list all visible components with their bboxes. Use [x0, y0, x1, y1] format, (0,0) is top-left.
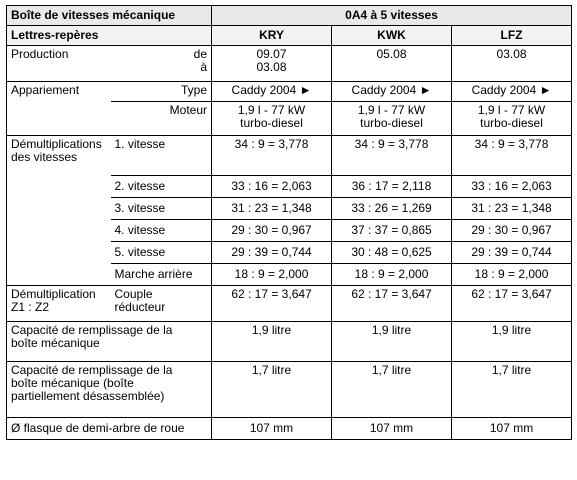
ratio-2-lfz: 33 : 16 = 2,063 — [452, 176, 572, 198]
final-drive-sub-line1: Couple — [114, 287, 153, 301]
production-kwk-from: 05.08 — [376, 47, 407, 61]
engine-kry-line2: turbo-diesel — [240, 116, 303, 130]
ratios-label-line1: Démultiplications — [11, 137, 102, 151]
engine-lfz-line1: 1,9 l - 77 kW — [477, 103, 546, 117]
header-row — [7, 6, 572, 26]
type-kwk: Caddy 2004 ► — [332, 82, 452, 102]
codes-label: Lettres-repères — [7, 26, 212, 46]
final-drive-kry: 62 : 17 = 3,647 — [212, 286, 332, 322]
final-drive-row — [7, 286, 572, 322]
fill-capacity-partial-label-line3: partiellement désassemblée) — [11, 389, 165, 403]
ratios-label-line2: des vitesses — [11, 150, 78, 164]
fill-capacity-label-line1: Capacité de remplissage de la — [11, 323, 173, 337]
gear-name-3: 3. vitesse — [111, 198, 212, 220]
production-range-labels — [111, 46, 212, 82]
type-kry: Caddy 2004 ► — [212, 82, 332, 102]
code-kry: KRY — [212, 26, 332, 46]
ratio-2-kry: 33 : 16 = 2,063 — [212, 176, 332, 198]
ratio-3-kry: 31 : 23 = 1,348 — [212, 198, 332, 220]
fill-capacity-partial-label-line2: boîte mécanique (boîte — [11, 376, 134, 390]
engine-label: Moteur — [111, 102, 212, 136]
engine-kry — [212, 102, 332, 136]
production-label: Production — [7, 46, 111, 82]
gearbox-name: 0A4 à 5 vitesses — [212, 6, 572, 26]
ratio-row-1 — [7, 136, 572, 176]
ratio-reverse-lfz: 18 : 9 = 2,000 — [452, 264, 572, 286]
final-drive-lfz: 62 : 17 = 3,647 — [452, 286, 572, 322]
ratio-3-kwk: 33 : 26 = 1,269 — [332, 198, 452, 220]
flange-row — [7, 418, 572, 440]
flange-lfz: 107 mm — [452, 418, 572, 440]
flange-kwk: 107 mm — [332, 418, 452, 440]
production-kry-from: 09.07 — [256, 47, 287, 61]
type-row — [7, 82, 572, 102]
gear-name-4: 4. vitesse — [111, 220, 212, 242]
final-drive-sub-line2: réducteur — [114, 300, 166, 314]
final-drive-label — [7, 286, 111, 322]
fill-capacity-partial-label — [7, 362, 212, 418]
flange-label: Ø flasque de demi-arbre de roue — [7, 418, 212, 440]
fill-capacity-lfz: 1,9 litre — [452, 322, 572, 362]
fill-capacity-partial-row — [7, 362, 572, 418]
ratio-reverse-kry: 18 : 9 = 2,000 — [212, 264, 332, 286]
engine-lfz-line2: turbo-diesel — [480, 116, 543, 130]
ratio-2-kwk: 36 : 17 = 2,118 — [332, 176, 452, 198]
final-drive-label-line1: Démultiplication — [11, 287, 96, 301]
ratio-5-lfz: 29 : 39 = 0,744 — [452, 242, 572, 264]
ratio-1-kry: 34 : 9 = 3,778 — [212, 136, 332, 176]
production-lfz — [452, 46, 572, 82]
fill-capacity-partial-kwk: 1,7 litre — [332, 362, 452, 418]
gear-name-2: 2. vitesse — [111, 176, 212, 198]
fill-capacity-label — [7, 322, 212, 362]
ratio-1-lfz: 34 : 9 = 3,778 — [452, 136, 572, 176]
gear-name-reverse: Marche arrière — [111, 264, 212, 286]
gear-name-5: 5. vitesse — [111, 242, 212, 264]
code-lfz: LFZ — [452, 26, 572, 46]
engine-kry-line1: 1,9 l - 77 kW — [237, 103, 306, 117]
production-row — [7, 46, 572, 82]
ratio-4-kry: 29 : 30 = 0,967 — [212, 220, 332, 242]
gear-name-1: 1. vitesse — [111, 136, 212, 176]
ratio-5-kwk: 30 : 48 = 0,625 — [332, 242, 452, 264]
flange-kry: 107 mm — [212, 418, 332, 440]
table-title: Boîte de vitesses mécanique — [7, 6, 212, 26]
fill-capacity-kry: 1,9 litre — [212, 322, 332, 362]
ratio-4-kwk: 37 : 37 = 0,865 — [332, 220, 452, 242]
fill-capacity-partial-kry: 1,7 litre — [212, 362, 332, 418]
ratio-5-kry: 29 : 39 = 0,744 — [212, 242, 332, 264]
production-kry — [212, 46, 332, 82]
engine-kwk — [332, 102, 452, 136]
type-label: Type — [111, 82, 212, 102]
code-kwk: KWK — [332, 26, 452, 46]
production-lfz-from: 03.08 — [496, 47, 527, 61]
engine-lfz — [452, 102, 572, 136]
ratio-1-kwk: 34 : 9 = 3,778 — [332, 136, 452, 176]
final-drive-label-line2: Z1 : Z2 — [11, 300, 50, 314]
production-kry-to: 03.08 — [256, 60, 287, 74]
ratio-3-lfz: 31 : 23 = 1,348 — [452, 198, 572, 220]
fill-capacity-label-line2: boîte mécanique — [11, 336, 100, 350]
fill-capacity-partial-lfz: 1,7 litre — [452, 362, 572, 418]
production-from-label: de — [193, 47, 208, 61]
ratio-4-lfz: 29 : 30 = 0,967 — [452, 220, 572, 242]
final-drive-kwk: 62 : 17 = 3,647 — [332, 286, 452, 322]
fill-capacity-partial-label-line1: Capacité de remplissage de la — [11, 363, 173, 377]
fill-capacity-row — [7, 322, 572, 362]
gearbox-spec-table — [6, 5, 572, 440]
production-kwk — [332, 46, 452, 82]
codes-row — [7, 26, 572, 46]
production-to-label: à — [200, 60, 208, 74]
engine-kwk-line2: turbo-diesel — [360, 116, 423, 130]
type-lfz: Caddy 2004 ► — [452, 82, 572, 102]
fill-capacity-kwk: 1,9 litre — [332, 322, 452, 362]
final-drive-sublabel — [111, 286, 212, 322]
assignment-label: Appariement — [7, 82, 111, 136]
ratios-label — [7, 136, 111, 286]
ratio-reverse-kwk: 18 : 9 = 2,000 — [332, 264, 452, 286]
engine-kwk-line1: 1,9 l - 77 kW — [357, 103, 426, 117]
